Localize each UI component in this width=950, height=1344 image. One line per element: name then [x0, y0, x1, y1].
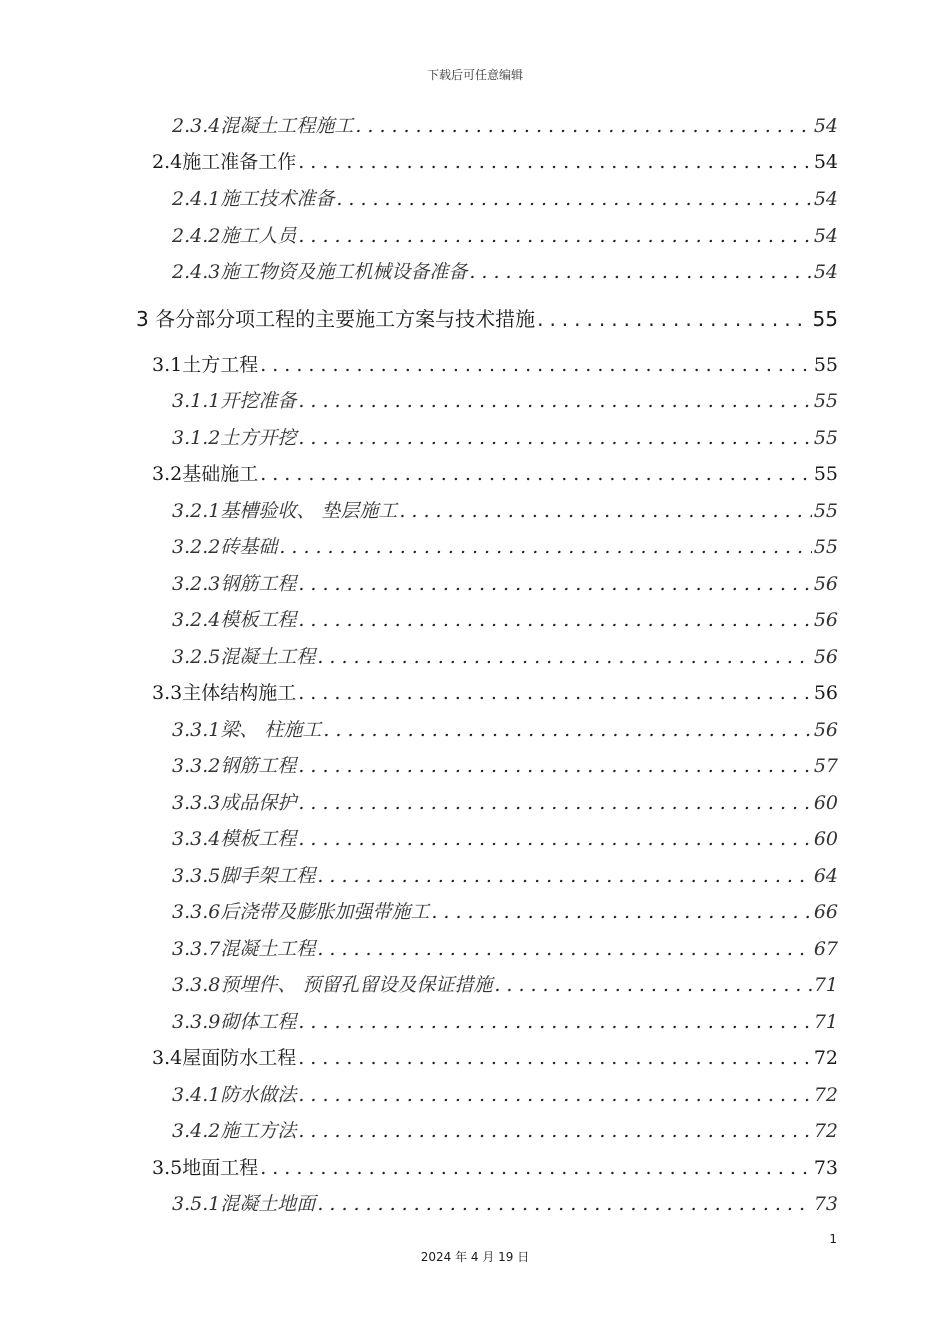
toc-dot-leader	[317, 861, 811, 891]
toc-entry-page: 73	[813, 1157, 838, 1179]
toc-entry[interactable]	[172, 1116, 838, 1146]
toc-entry-page: 56	[813, 573, 838, 595]
toc-dot-leader	[298, 1043, 812, 1073]
toc-entry-title: 3.4.2施工方法	[172, 1120, 297, 1142]
toc-entry-page: 55	[813, 463, 838, 485]
toc-entry-title: 3.1.2土方开挖	[172, 427, 297, 449]
page-footer-date: 2024 年 4 月 19 日	[420, 1250, 530, 1264]
toc-dot-leader	[298, 605, 811, 635]
toc-entry-title: 3.4屋面防水工程	[152, 1047, 297, 1069]
toc-entry[interactable]	[172, 970, 838, 1000]
toc-entry[interactable]	[172, 532, 838, 562]
toc-entry[interactable]	[172, 751, 838, 781]
toc-dot-leader	[260, 459, 812, 489]
toc-entry[interactable]	[152, 1153, 838, 1183]
toc-entry-page: 56	[813, 646, 838, 668]
toc-dot-leader	[298, 423, 811, 453]
toc-entry-page: 72	[813, 1120, 838, 1142]
toc-entry[interactable]	[152, 147, 838, 177]
toc-dot-leader	[298, 1116, 811, 1146]
toc-entry-page: 56	[813, 719, 838, 741]
toc-dot-leader	[336, 184, 811, 214]
toc-entry[interactable]	[172, 642, 838, 672]
toc-entry[interactable]	[172, 824, 838, 854]
toc-dot-leader	[298, 221, 811, 251]
toc-entry[interactable]	[136, 304, 838, 334]
toc-entry-title: 3.3.7混凝土工程	[172, 938, 316, 960]
page-header: 下载后可任意编辑	[426, 68, 523, 82]
toc-entry[interactable]	[172, 788, 838, 818]
toc-entry-page: 54	[813, 115, 838, 137]
toc-entry[interactable]	[172, 184, 838, 214]
toc-entry[interactable]	[172, 715, 838, 745]
toc-entry-page: 60	[813, 828, 838, 850]
toc-entry[interactable]	[172, 386, 838, 416]
toc-entry[interactable]	[172, 1080, 838, 1110]
toc-dot-leader	[317, 642, 811, 672]
toc-entry-title: 3.3.8预埋件、 预留孔留设及保证措施	[172, 974, 493, 996]
toc-entry[interactable]	[172, 423, 838, 453]
toc-entry-title: 3.2.1基槽验收、 垫层施工	[172, 500, 398, 522]
toc-entry-page: 56	[813, 682, 838, 704]
toc-entry-title: 3.2.5混凝土工程	[172, 646, 316, 668]
page-number: 1	[829, 1232, 837, 1246]
toc-entry-title: 2.3.4混凝土工程施工	[172, 115, 354, 137]
toc-entry[interactable]	[172, 569, 838, 599]
toc-dot-leader	[260, 1153, 812, 1183]
toc-entry[interactable]	[172, 496, 838, 526]
toc-entry[interactable]	[152, 1043, 838, 1073]
toc-dot-leader	[298, 147, 812, 177]
toc-entry[interactable]	[172, 1189, 838, 1219]
toc-dot-leader	[298, 1080, 811, 1110]
toc-entry-title: 2.4.1施工技术准备	[172, 188, 335, 210]
toc-entry-page: 57	[813, 755, 838, 777]
toc-dot-leader	[355, 111, 811, 141]
toc-entry-page: 55	[813, 390, 838, 412]
toc-entry[interactable]	[152, 678, 838, 708]
toc-entry-page: 60	[813, 792, 838, 814]
toc-entry-page: 54	[813, 225, 838, 247]
toc-entry-title: 3.1土方工程	[152, 354, 259, 376]
toc-dot-leader	[323, 715, 811, 745]
toc-entry-title: 2.4.2施工人员	[172, 225, 297, 247]
toc-entry-page: 54	[813, 261, 838, 283]
toc-dot-leader	[298, 386, 811, 416]
toc-entry-title: 3.1.1开挖准备	[172, 390, 297, 412]
toc-entry-page: 64	[813, 865, 838, 887]
toc-dot-leader	[298, 678, 812, 708]
toc-entry[interactable]	[172, 897, 838, 927]
toc-entry[interactable]	[172, 257, 838, 287]
toc-dot-leader	[317, 934, 811, 964]
toc-entry[interactable]	[152, 350, 838, 380]
toc-entry[interactable]	[172, 111, 838, 141]
toc-entry-page: 55	[813, 536, 838, 558]
toc-entry-page: 56	[813, 609, 838, 631]
toc-entry-page: 72	[813, 1084, 838, 1106]
toc-dot-leader	[431, 897, 811, 927]
toc-dot-leader	[298, 788, 811, 818]
toc-entry-title: 2.4.3施工物资及施工机械设备准备	[172, 261, 468, 283]
toc-dot-leader	[469, 257, 811, 287]
toc-entry-title: 3.2.3钢筋工程	[172, 573, 297, 595]
toc-entry[interactable]	[172, 221, 838, 251]
toc-entry-page: 55	[812, 307, 838, 331]
toc-dot-leader	[494, 970, 811, 1000]
toc-entry-page: 54	[813, 151, 838, 173]
toc-entry-page: 55	[813, 500, 838, 522]
toc-entry[interactable]	[172, 1007, 838, 1037]
toc-entry-page: 54	[813, 188, 838, 210]
toc-entry-title: 3.2.2砖基础	[172, 536, 278, 558]
toc-entry-title: 2.4施工准备工作	[152, 151, 297, 173]
toc-entry-page: 72	[813, 1047, 838, 1069]
toc-entry-title: 3.3.6后浇带及膨胀加强带施工	[172, 901, 430, 923]
toc-entry-page: 71	[813, 974, 838, 996]
toc-entry-title: 3 各分部分项工程的主要施工方案与技术措施	[136, 307, 536, 331]
toc-dot-leader	[317, 1189, 811, 1219]
toc-entry[interactable]	[172, 861, 838, 891]
toc-entry-page: 66	[813, 901, 838, 923]
toc-entry-title: 3.2基础施工	[152, 463, 259, 485]
toc-entry-title: 3.3.4模板工程	[172, 828, 297, 850]
toc-entry-title: 3.3.2钢筋工程	[172, 755, 297, 777]
toc-entry[interactable]	[172, 605, 838, 635]
toc-entry-title: 3.5地面工程	[152, 1157, 259, 1179]
toc-entry-title: 3.3.3成品保护	[172, 792, 297, 814]
toc-entry-title: 3.3.5脚手架工程	[172, 865, 316, 887]
toc-dot-leader	[260, 350, 812, 380]
toc-entry[interactable]	[152, 459, 838, 489]
toc-dot-leader	[298, 569, 811, 599]
toc-entry-page: 55	[813, 427, 838, 449]
toc-dot-leader	[298, 751, 811, 781]
toc-entry[interactable]	[172, 934, 838, 964]
toc-entry-title: 3.2.4模板工程	[172, 609, 297, 631]
toc-entry-page: 67	[813, 938, 838, 960]
toc-dot-leader	[399, 496, 811, 526]
toc-entry-page: 73	[813, 1193, 838, 1215]
toc-dot-leader	[298, 824, 811, 854]
toc-dot-leader	[298, 1007, 811, 1037]
toc-dot-leader	[537, 304, 810, 334]
toc-dot-leader	[279, 532, 811, 562]
toc-entry-page: 71	[813, 1011, 838, 1033]
toc-entry-title: 3.3.9砌体工程	[172, 1011, 297, 1033]
toc-entry-title: 3.4.1防水做法	[172, 1084, 297, 1106]
toc-entry-title: 3.5.1混凝土地面	[172, 1193, 316, 1215]
toc-entry-page: 55	[813, 354, 838, 376]
toc-entry-title: 3.3.1梁、 柱施工	[172, 719, 322, 741]
toc-entry-title: 3.3主体结构施工	[152, 682, 297, 704]
